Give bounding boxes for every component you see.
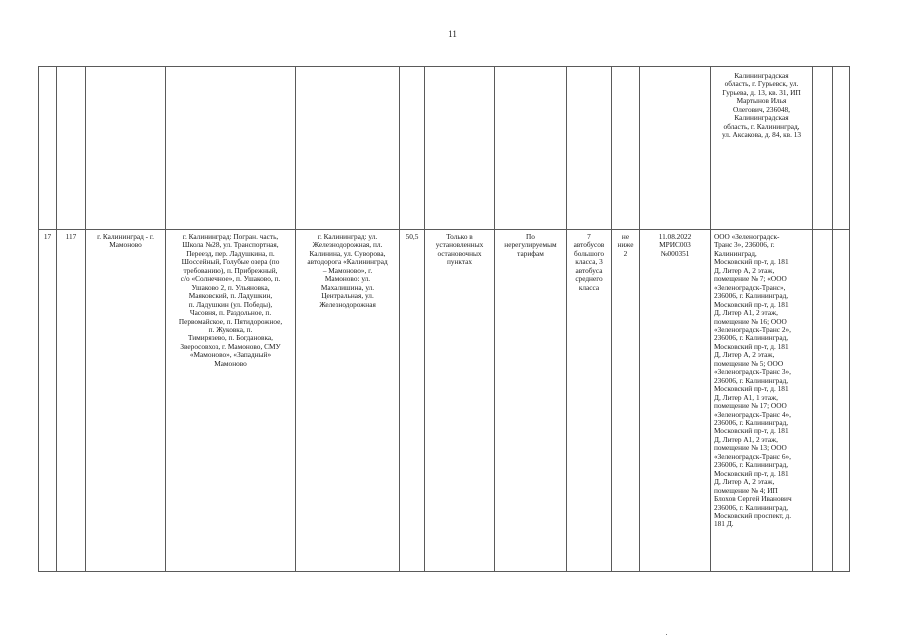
route-name-cell: г. Калининград - г. Мамоново [97,232,154,250]
col-border [424,66,425,572]
col-border [566,66,567,572]
registration-cell: 11.08.2022 МРИС003 №000351 [658,232,692,258]
col-border [849,66,850,572]
col-border [611,66,612,572]
boarding-order-cell: Только в установленных остановочных пунктах [435,232,484,267]
streets-cell: г. Калининград: ул. Железнодорожная, пл. Калинина, ул. Суворова, автодорога «Калининград – Мамоново», г. Мамоново: ул. Махалишина, ул. Центральная, ул. Железнодорожная [307,232,388,309]
page-number: 11 [448,29,457,39]
col-border [832,66,833,572]
route-number-cell: 117 [65,232,77,241]
tariff-cell: По нерегулируемым тарифам [504,232,557,258]
col-border [38,66,39,572]
col-border [710,66,711,572]
col-border [399,66,400,572]
scan-speck [666,634,667,635]
carriers-cell: ООО «Зеленоградск- Транс 3», 236006, г. Калининград, Московский пр-т, д. 181 Д, Литер А, 2 этаж, помещение № 7; «ООО «Зеленоградск-Транс», 236006, г. Калининград, Московский пр-т, д. 181 Д, Литер А1, 2 этаж, помещение № 16; ООО «Зеленоградск-Транс 2», 236006, г. Калининград, Московский пр-т, д. 181 Д, Литер А, 2 этаж, помещение № 5; ООО «Зеленоградск-Транс 3», 236006, г. Калининград, Московский пр-т, д. 181 Д, Литер А1, 1 этаж, помещение № 17; ООО «Зеленоградск-Транс 4», 236006, г. Калининград, Московский пр-т, д. 181 Д, Литер А1, 2 этаж, помещение № 13; ООО «Зеленоградск-Транс 6», 236006, г. Калининград, Московский пр-т, д. 181 Д, Литер А, 2 этаж, помещение № 4; ИП Блохов Сергей Иванович 236006, г. Калининград, Московский проспект, д. 181 Д. [714,232,792,529]
route-length-cell: 50,5 [405,232,419,241]
vehicles-cell: 7 автобусов большого класса, 3 автобуса среднего класса [573,232,605,292]
col-border [85,66,86,572]
row-separator [38,229,850,230]
col-border [812,66,813,572]
col-border [639,66,640,572]
stops-cell: г. Калининград: Погран. часть, Школа №28, ул. Транспортная, Переезд, пер. Ладушкина, п. Шоссейный, Голубые озера (по требованию), п. Прибрежный, с/о «Солнечное», п. Ушаково, п. Ушаково 2, п. Ульяновка, Маяковский, п. Ладушкин, п. Ладушкин (ул. Победы), Часовня, п. Раздольное, п. Первомайское, п. Пятидорожное, п. Жуковка, п. Тимирязево, п. Богдановка, Зверосовхоз, г. Мамоново, СМУ «Мамоново», «Западный» Мамоново [178,232,283,368]
eco-class-cell: не ниже 2 [617,232,634,258]
table-top-border [38,66,850,67]
carriers-cell-prev: Калининградская область, г. Гурьевск, ул. Гурьева, д. 13, кв. 31, ИП Мартынов Илья Олегович, 236048, Калининградская область, г. Калининград, ул. Аксакова, д. 84, кв. 13 [721,71,802,140]
row-number-cell: 17 [43,232,52,241]
table-bottom-border [38,571,850,572]
col-border [494,66,495,572]
col-border [56,66,57,572]
col-border [295,66,296,572]
